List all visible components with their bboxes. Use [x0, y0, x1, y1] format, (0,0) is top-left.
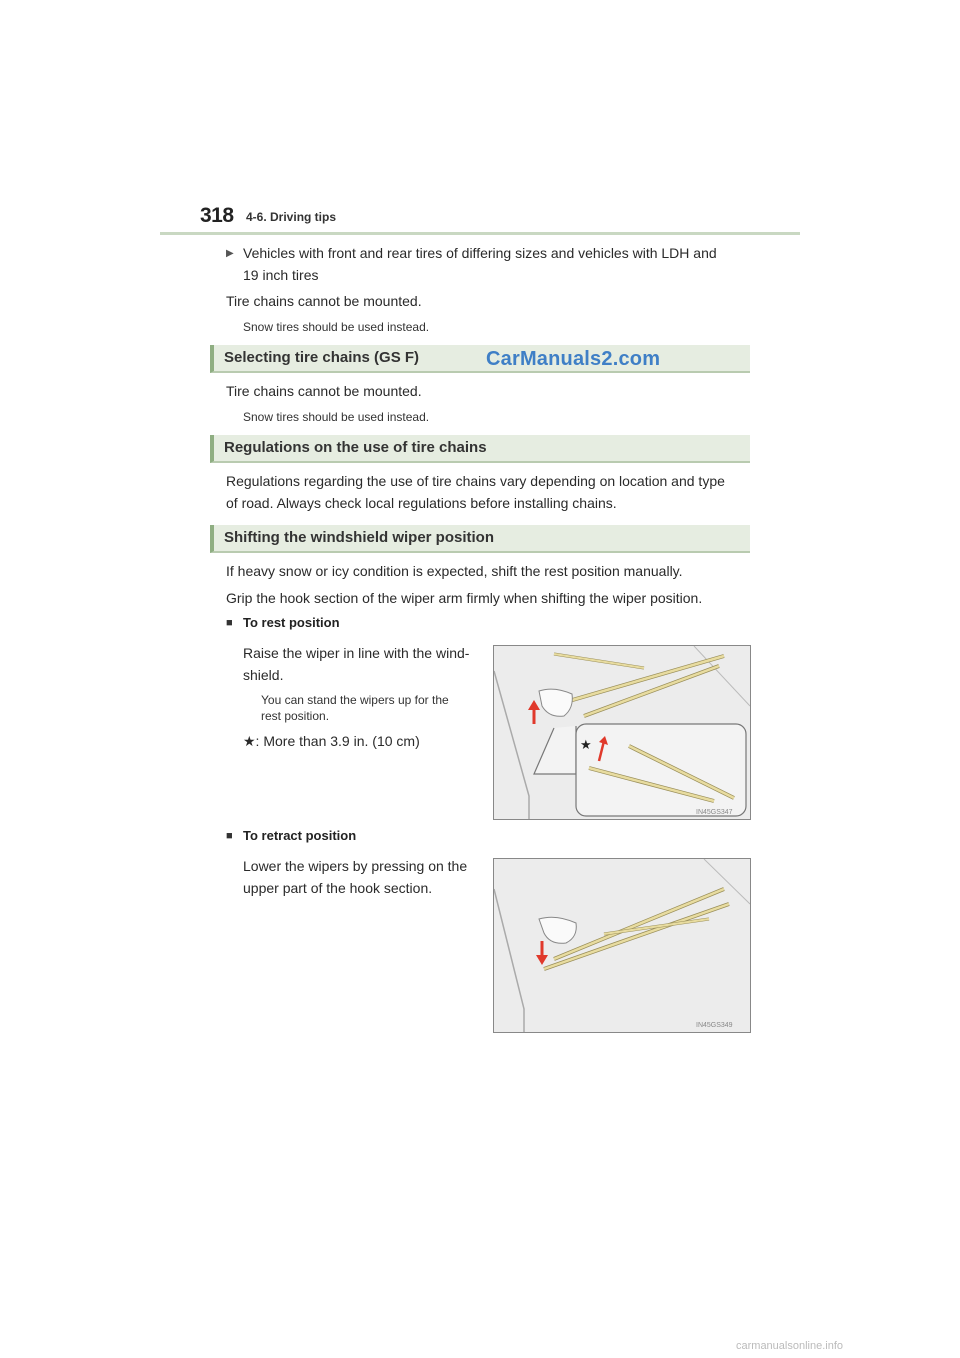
image-code: IN45GS347: [696, 809, 733, 816]
square-bullet-icon: ■: [226, 830, 233, 842]
wiper-raised-drawing: [494, 646, 750, 819]
section3-line-2: Grip the hook section of the wiper arm firmly when shifting the wiper position.: [226, 590, 703, 606]
chapter-label: 4-6. Driving tips: [246, 210, 337, 224]
bullet-arrow-icon: ▶: [226, 248, 234, 259]
intro-note: Snow tires should be used instead.: [243, 320, 430, 334]
square-bullet-icon: ■: [226, 617, 233, 629]
rest-position-illustration: [493, 645, 751, 820]
retract-heading: To retract position: [243, 828, 357, 843]
section3-line-1: If heavy snow or icy condition is expected, shift the rest position manually.: [226, 563, 683, 579]
section2-line-1: Regulations regarding the use of tire chains vary depending on location and type: [226, 473, 725, 489]
star-marker-icon: ★: [580, 737, 592, 752]
section1-text: Tire chains cannot be mounted.: [226, 383, 422, 399]
section2-line-2: of road. Always check local regulations before installing chains.: [226, 495, 617, 511]
retract-line-2: upper part of the hook section.: [243, 880, 433, 896]
section-heading-regulations: [210, 435, 750, 463]
rest-star-note: ★: More than 3.9 in. (10 cm): [243, 733, 420, 749]
bullet-line-2: 19 inch tires: [243, 267, 319, 283]
header-divider: [160, 232, 800, 235]
section1-note: Snow tires should be used instead.: [243, 410, 430, 424]
bullet-line-1: Vehicles with front and rear tires of differing sizes and vehicles with LDH and: [243, 245, 717, 261]
section-title: Regulations on the use of tire chains: [224, 439, 487, 456]
section-title: Shifting the windshield wiper position: [224, 529, 494, 546]
rest-note-2: rest position.: [261, 709, 330, 723]
rest-note-1: You can stand the wipers up for the: [261, 693, 449, 707]
rest-line-2: shield.: [243, 667, 284, 683]
retract-position-illustration: [493, 858, 751, 1033]
watermark-text: CarManuals2.com: [486, 348, 661, 370]
footer-watermark: carmanualsonline.info: [736, 1340, 844, 1352]
rest-heading: To rest position: [243, 615, 340, 630]
section-heading-selecting-chains: [210, 345, 750, 373]
page-number: 318: [200, 204, 234, 227]
retract-line-1: Lower the wipers by pressing on the: [243, 858, 468, 874]
section-heading-wiper-position: [210, 525, 750, 553]
wiper-lowered-drawing: [494, 859, 750, 1032]
intro-text: Tire chains cannot be mounted.: [226, 293, 422, 309]
rest-line-1: Raise the wiper in line with the wind-: [243, 645, 470, 661]
section-title: Selecting tire chains (GS F): [224, 349, 420, 366]
image-code: IN45GS349: [696, 1022, 733, 1029]
